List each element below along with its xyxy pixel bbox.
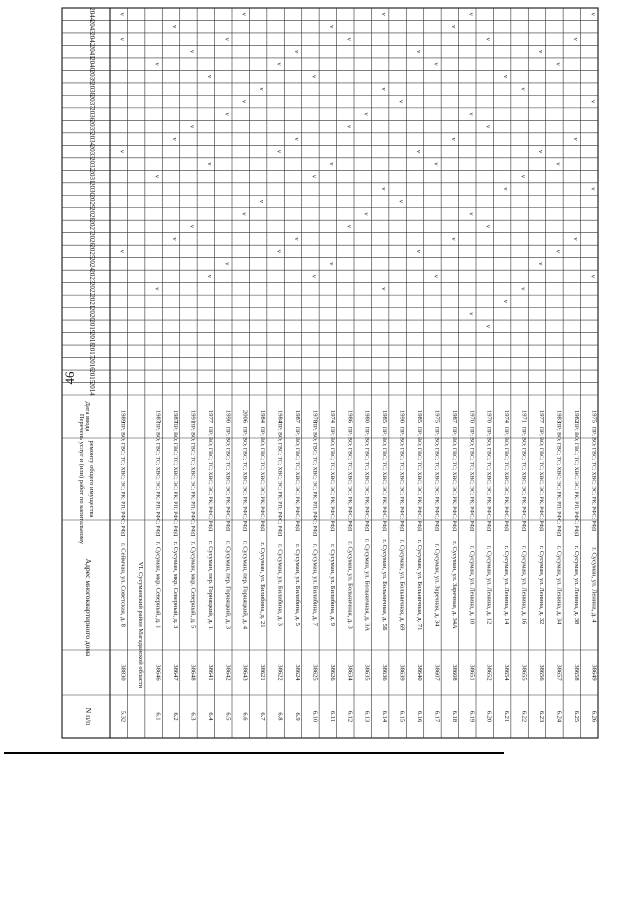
schedule-mark: v [171, 25, 178, 29]
header-services-2: ремонту общего имущества [88, 440, 95, 518]
row-services: ПР; ВО; ГВС; ТС; ХВС; ЭС; РК; РФС; РФД [224, 426, 231, 532]
schedule-mark: v [432, 162, 440, 166]
schedule-mark: v [589, 12, 597, 16]
year-label-2027: 2027 [88, 219, 96, 234]
year-label-2022: 2022 [88, 281, 96, 296]
row-num: 6.6 [241, 712, 249, 721]
schedule-mark: v [415, 249, 422, 254]
row-year: 1980 [363, 410, 371, 423]
year-label-2042: 2042 [88, 32, 96, 47]
row-address: г. Сусуман, ул. Заречная, д. 34А [450, 541, 458, 629]
row-code: 38607 [433, 664, 441, 681]
row-address: г. Сусуман, мкр. Северный, д. 5 [189, 541, 197, 629]
schedule-mark: v [484, 324, 492, 328]
year-label-2016: 2016 [88, 356, 96, 371]
row-address: г. Сусуман, пер. Горняцкий, д. 4 [241, 541, 249, 629]
row-services: ПР; ВО; ГВС; ТС; ХВС; ЭС; РК; РФС; РФД [294, 426, 300, 532]
header-year: Дата ввода [84, 401, 91, 432]
row-services: ПР; ВО; ГВС; ТС; ХВС; ЭС; РК; РФС; РФД [346, 426, 353, 532]
bottom-divider [4, 752, 504, 754]
year-label-2032: 2032 [88, 157, 96, 172]
row-code: 38652 [485, 664, 493, 681]
schedule-mark: v [153, 62, 161, 66]
schedule-mark: v [554, 249, 562, 254]
row-address: г. Сусуман, ул. Ленина, д. 10 [468, 545, 476, 625]
row-services: ПР; ВО; ГВС; ТС; ХВС; ЭС; РК; РФС; РФД [206, 426, 213, 532]
row-year: 1987 [294, 410, 301, 423]
schedule-mark: v [240, 12, 248, 16]
row-num: 6.15 [398, 710, 406, 723]
row-services: ПР; ВО; ГВС; ТС; ХВС; ЭС; РК; РФС; РФД [381, 426, 388, 532]
year-label-2029: 2029 [88, 194, 96, 209]
row-num: 6.25 [572, 710, 580, 723]
schedule-mark: v [258, 87, 266, 91]
schedule-mark: v [275, 249, 283, 254]
schedule-mark: v [467, 12, 475, 16]
row-address: г. Сусуман, ул. Ленина, д. 16 [520, 545, 528, 625]
row-year: 1974 [328, 410, 336, 423]
year-label-2039: 2039 [88, 69, 96, 84]
schedule-mark: v [118, 149, 126, 154]
row-num: 6.26 [590, 710, 598, 723]
schedule-mark: v [415, 50, 422, 54]
schedule-mark: v [397, 100, 405, 104]
row-year: 1987 [154, 410, 162, 423]
year-label-2040: 2040 [88, 57, 96, 72]
schedule-mark: v [293, 50, 300, 54]
row-code: 38642 [224, 664, 232, 681]
row-address: г. Сусуман, ул. Билибина, д. 21 [259, 542, 267, 628]
schedule-mark: v [502, 187, 510, 191]
schedule-mark: v [205, 274, 213, 279]
row-services: ПР; ВО; ГВС; ТС; ХВС; ЭС; РК; РФС; РФД [398, 426, 405, 532]
year-label-2037: 2037 [88, 94, 96, 109]
schedule-mark: v [397, 199, 405, 204]
row-code: 38626 [328, 664, 336, 681]
row-services: ПР; ВО; ГВС; ТС; ХВС; ЭС; РК; РП; РФС; РФД [172, 421, 178, 537]
schedule-mark: v [345, 124, 353, 129]
schedule-mark: v [519, 87, 527, 91]
schedule-mark: v [554, 62, 562, 66]
row-services: ПР; ВО; ГВС; ТС; ХВС; ЭС; РК; РФС; РФД [538, 426, 544, 532]
schedule-mark: v [310, 274, 318, 279]
year-label-2014: 2014 [88, 381, 96, 396]
schedule-mark: v [188, 50, 196, 54]
row-address: г. Сусуман, ул. Ленина, д. 38 [572, 545, 580, 625]
row-address: г. Сусуман, мкр. Северный, д. 3 [172, 541, 179, 629]
schedule-mark: v [484, 224, 492, 229]
row-year: 1982 [572, 410, 580, 423]
row-num: 6.20 [485, 710, 493, 723]
schedule-mark: v [537, 149, 544, 154]
schedule-mark: v [240, 100, 248, 104]
row-num: 6.21 [503, 710, 511, 723]
row-year: 1987 [172, 410, 179, 423]
row-services: ПР; ВО; ГВС; ТС; ХВС; ЭС; РК; РФС; РФД [416, 426, 422, 532]
row-code: 38622 [276, 664, 284, 681]
row-code: 38658 [572, 664, 580, 681]
schedule-mark: v [345, 224, 353, 229]
schedule-mark: v [467, 212, 475, 216]
schedule-mark: v [293, 137, 300, 141]
schedule-mark: v [467, 112, 475, 116]
schedule-mark: v [519, 287, 527, 291]
schedule-mark: v [380, 87, 388, 91]
row-address: г. Сусуман, ул. Заречная, д. 34 [433, 543, 441, 627]
schedule-mark: v [484, 37, 492, 41]
row-num: 6.9 [294, 712, 301, 721]
row-address: г. Сусуман, ул. Ленина, д. 34 [555, 545, 563, 625]
row-num: 6.4 [206, 712, 214, 721]
header-num: N п/п [84, 707, 93, 726]
row-code: 38647 [172, 664, 179, 681]
schedule-mark: v [589, 187, 597, 191]
row-year: 1978 [311, 410, 319, 423]
row-year: 1984 [276, 410, 284, 423]
row-code: 38634 [346, 664, 354, 681]
row-code: 38621 [259, 664, 267, 681]
row-services: ПР; ВО; ГВС; ТС; ХВС; ЭС; РК; РФС; РФД [503, 426, 510, 532]
row-num: 6.11 [328, 710, 336, 723]
schedule-mark: v [171, 137, 178, 141]
schedule-mark: v [537, 262, 544, 266]
schedule-mark: v [571, 237, 579, 241]
year-label-2017: 2017 [88, 344, 96, 359]
schedule-mark: v [188, 224, 196, 229]
row-num: 6.14 [381, 710, 389, 723]
year-label-2028: 2028 [88, 206, 96, 221]
section-title: VI. Сусуманский район Магаданской области [137, 561, 145, 689]
row-num: 6.8 [276, 712, 284, 721]
row-year: 2006 [241, 410, 249, 423]
schedule-mark: v [537, 50, 544, 54]
schedule-mark: v [432, 62, 440, 66]
row-address: г. Сусуман, пер. Горняцкий, д. 3 [224, 541, 232, 629]
row-services: ПР; ВО; ГВС; ТС; ХВС; ЭС; РК; РФС; РФД [520, 426, 527, 532]
year-label-2035: 2035 [88, 119, 96, 134]
row-year: 1975 [590, 410, 598, 423]
row-code: 38649 [590, 664, 598, 681]
year-label-2041: 2041 [88, 44, 96, 59]
row-year: 1986 [346, 410, 354, 423]
schedule-mark: v [275, 149, 283, 154]
row-year: 1990 [224, 410, 232, 423]
row-year: 1970 [485, 410, 493, 423]
schedule-mark: v [153, 287, 161, 291]
row-code: 38655 [520, 664, 528, 681]
row-services: ПР; ВО; ГВС; ТС; ХВС; ЭС; РК; РП; РФС; РФД [154, 421, 161, 537]
row-address: г. Сусуман, ул. Ленина, д. 4 [590, 547, 598, 623]
year-label-2038: 2038 [88, 82, 96, 97]
schedule-mark: v [449, 237, 457, 241]
row-code: 38656 [538, 664, 545, 681]
row-address: г. Сусуман, ул. Ленина, д. 32 [538, 545, 545, 625]
schedule-mark: v [380, 187, 388, 191]
row-address: г. Сусуман, ул. Ленина, д. 14 [503, 545, 511, 625]
row-year: 1977 [538, 410, 545, 423]
schedule-mark: v [345, 37, 353, 41]
row-year: 1977 [206, 410, 214, 423]
row-address: г. Сусуман, ул. Больничная, д. 69 [398, 539, 406, 631]
schedule-mark: v [275, 62, 283, 66]
row-address: г. Сеймчан, ул. Советская, д. 8 [119, 543, 127, 627]
row-num: 6.13 [363, 710, 371, 723]
year-label-2019: 2019 [88, 319, 96, 334]
schedule-mark: v [589, 274, 597, 279]
row-num: 6.18 [450, 710, 458, 723]
schedule-mark: v [171, 237, 178, 241]
row-services: ПР; ВО; ГВС; ТС; ХВС; ЭС; РК; РФС; РФД [241, 426, 248, 532]
year-label-2025: 2025 [88, 244, 96, 259]
row-year: 1985 [416, 410, 423, 423]
schedule-mark: v [327, 162, 335, 166]
row-year: 1974 [503, 410, 511, 424]
year-label-2044: 2044 [88, 7, 96, 22]
year-label-2023: 2023 [88, 269, 96, 284]
row-num: 6.2 [172, 712, 179, 721]
schedule-mark: v [589, 100, 597, 104]
row-num: 6.16 [416, 710, 423, 723]
row-code: 38635 [363, 664, 371, 681]
row-address: г. Сусуман, ул. Билибина, д. 9 [328, 544, 336, 626]
row-year: 1983 [555, 410, 563, 423]
row-services: ПР; ВО; ГВС; ТС; ХВС; ЭС; РК; РП; РФС; РФД [555, 421, 562, 537]
row-address: г. Сусуман, ул. Билибина, д. 7 [311, 544, 319, 626]
schedule-mark: v [571, 37, 579, 41]
schedule-mark: v [432, 274, 440, 279]
row-code: 38624 [294, 664, 301, 681]
schedule-mark: v [118, 12, 126, 16]
row-year: 1971 [520, 410, 528, 423]
row-num: 6.7 [259, 712, 267, 721]
row-year: 1990 [398, 410, 406, 423]
row-code: 38641 [206, 664, 214, 681]
schedule-mark: v [362, 212, 370, 216]
row-code: 38636 [381, 664, 389, 681]
row-services: ПР; ВО; ГВС; ТС; ХВС; ЭС; РК; РФС; РФД [468, 426, 475, 532]
schedule-mark: v [205, 75, 213, 79]
row-num: 6.19 [468, 710, 476, 723]
row-address: г. Сусуман, мкр. Северный, д. 1 [154, 541, 162, 629]
schedule-mark: v [310, 75, 318, 79]
row-services: ПР; ВО; ГВС; ТС; ХВС; ЭС; РК; РФС; РФД [590, 426, 597, 532]
row-services: ПР; ВО; ГВС; ТС; ХВС; ЭС; РК; РФС; РФД [433, 426, 440, 532]
schedule-mark: v [153, 174, 161, 179]
schedule-mark: v [240, 212, 248, 216]
row-year: 1987 [450, 410, 458, 423]
schedule-mark: v [484, 124, 492, 129]
schedule-mark: v [571, 137, 579, 141]
row-address: г. Сусуман, ул. Больничная, д. 5Б [381, 539, 389, 631]
row-num: 6.12 [346, 710, 354, 723]
row-services: ПР; ВО; ГВС; ТС; ХВС; ЭС; РК; РП; РФС; РФД [572, 421, 579, 537]
schedule-mark: v [502, 75, 510, 79]
year-label-2026: 2026 [88, 231, 96, 246]
row-address: г. Сусуман, пер. Горняцкий, д. 1 [206, 541, 214, 629]
row-services: ПР; ВО; ГВС; ТС; ХВС; ЭС; РК; РП; РФС; РФД [119, 421, 126, 537]
row-code: 38657 [555, 664, 563, 681]
row-services: ПР; ВО; ГВС; ТС; ХВС; ЭС; РК; РФС; РФД [259, 426, 266, 532]
row-code: 38625 [311, 664, 319, 681]
row-year: 1991 [189, 410, 197, 423]
row-address: г. Сусуман, ул. Ленина, д. 12 [485, 545, 493, 625]
header-services: Перечень услуг и (или) работ по капитальному [78, 413, 85, 545]
row-code: 38646 [154, 664, 162, 681]
schedule-mark: v [554, 162, 562, 166]
year-label-2020: 2020 [88, 306, 96, 321]
schedule-mark: v [223, 262, 231, 266]
row-num: 5.32 [119, 710, 127, 723]
year-label-2043: 2043 [88, 19, 96, 34]
schedule-mark: v [118, 249, 126, 254]
row-code: 38830 [119, 664, 127, 681]
schedule-mark: v [415, 149, 422, 154]
row-address: г. Сусуман, ул. Больничная, д. 71 [416, 539, 423, 631]
schedule-mark: v [223, 37, 231, 41]
year-label-2018: 2018 [88, 331, 96, 346]
year-label-2015: 2015 [88, 369, 96, 384]
schedule-mark: v [449, 137, 457, 141]
row-num: 6.5 [224, 712, 232, 721]
row-services: ПР; ВО; ГВС; ТС; ХВС; ЭС; РК; РП; РФС; РФД [276, 421, 283, 537]
row-year: 1985 [381, 410, 389, 423]
row-address: г. Сусуман, ул. Больничная, д. 3 [346, 541, 354, 629]
row-code: 38643 [241, 664, 249, 681]
schedule-mark: v [118, 37, 126, 41]
row-address: г. Сусуман, ул. Билибина, д. 5 [294, 544, 301, 626]
row-code: 38608 [450, 664, 458, 681]
row-services: ПР; ВО; ГВС; ТС; ХВС; ЭС; РК; РФС; РФД [363, 426, 370, 532]
schedule-mark: v [258, 199, 266, 204]
row-services: ПР; ВО; ГВС; ТС; ХВС; ЭС; РК; РП; РФС; РФД [189, 421, 196, 537]
row-code: 38651 [468, 664, 476, 681]
year-label-2031: 2031 [88, 169, 96, 184]
row-num: 6.17 [433, 710, 441, 723]
row-code: 38648 [189, 664, 197, 681]
schedule-mark: v [362, 112, 370, 116]
year-label-2036: 2036 [88, 107, 96, 122]
row-year: 1970 [468, 410, 476, 423]
row-services: ПР; ВО; ГВС; ТС; ХВС; ЭС; РК; РФС; РФД [485, 426, 492, 532]
year-label-2034: 2034 [88, 132, 96, 147]
year-label-2033: 2033 [88, 144, 96, 159]
schedule-mark: v [519, 174, 527, 179]
year-label-2030: 2030 [88, 182, 96, 197]
row-num: 6.24 [555, 710, 563, 723]
row-num: 6.22 [520, 710, 528, 723]
schedule-mark: v [502, 299, 510, 303]
row-services: ПР; ВО; ГВС; ТС; ХВС; ЭС; РК; РП; РФС; РФД [311, 421, 318, 537]
schedule-mark: v [223, 112, 231, 116]
row-services: ПР; ВО; ГВС; ТС; ХВС; ЭС; РК; РФС; РФД [450, 426, 457, 532]
year-label-2024: 2024 [88, 256, 96, 271]
row-num: 6.3 [189, 712, 197, 721]
row-num: 6.1 [154, 712, 162, 721]
header-address: Адрес многоквартирного дома [84, 558, 93, 657]
schedule-mark: v [327, 25, 335, 29]
row-code: 38640 [416, 664, 423, 681]
schedule-mark: v [380, 12, 388, 16]
row-year: 1975 [433, 410, 441, 423]
row-year: 1989 [119, 410, 127, 423]
row-year: 1984 [259, 410, 267, 423]
year-label-2021: 2021 [88, 294, 96, 309]
schedule-mark: v [188, 124, 196, 129]
schedule-mark: v [205, 162, 213, 166]
schedule-mark: v [449, 25, 457, 29]
schedule-mark: v [380, 287, 388, 291]
row-num: 6.23 [538, 710, 545, 723]
row-services: ПР; ВО; ГВС; ТС; ХВС; ЭС; РК; РФС; РФД [328, 426, 335, 532]
row-code: 38639 [398, 664, 406, 681]
row-code: 38654 [503, 664, 511, 681]
schedule-mark: v [310, 174, 318, 179]
row-num: 6.10 [311, 710, 319, 723]
row-address: г. Сусуман, ул. Билибина, д. 3 [276, 544, 284, 626]
row-address: г. Сусуман, ул. Больничная, д. 3А [363, 538, 371, 632]
schedule-mark: v [293, 237, 300, 241]
schedule-mark: v [467, 312, 475, 316]
schedule-mark: v [327, 262, 335, 266]
page-number: 46 [62, 371, 77, 385]
